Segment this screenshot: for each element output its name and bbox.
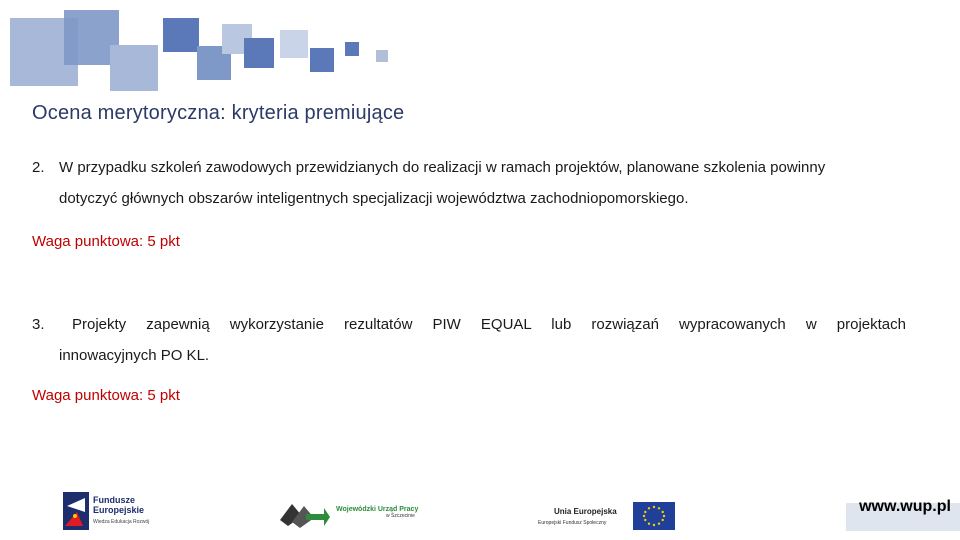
wup-logo-line1: Wojewódzki Urząd Pracy (336, 506, 419, 513)
square (345, 42, 359, 56)
eu-logo-line2: Europejski Fundusz Społeczny (538, 520, 607, 526)
criterion-text-line1: W przypadku szkoleń zawodowych przewidzianych do realizacji w ramach projektów, planowane szkolenia powinny (59, 159, 826, 176)
square (163, 18, 199, 52)
weight-label: Waga punktowa: 5 pkt (32, 233, 180, 250)
square (376, 50, 388, 62)
wup-logo (280, 492, 430, 532)
criterion-number: 2. (32, 159, 45, 176)
website-url[interactable]: www.wup.pl (859, 498, 951, 515)
criterion-item-continuation (59, 183, 689, 214)
eu-logo (538, 492, 678, 532)
wup-emblem-icon (280, 500, 330, 528)
criterion-item (32, 309, 906, 340)
eu-logo-line1: Unia Europejska (554, 507, 617, 516)
slide-title: Ocena merytoryczna: kryteria premiujące (32, 102, 405, 124)
fe-logo-line2: Europejskie (93, 505, 145, 515)
square (110, 45, 158, 91)
weight-label: Waga punktowa: 5 pkt (32, 387, 180, 404)
criterion-item-continuation (59, 340, 209, 371)
fe-emblem-icon (63, 492, 89, 530)
criterion-number: 3. (32, 316, 45, 333)
criterion-text-line2: innowacyjnych PO KL. (59, 347, 210, 364)
fe-logo-line1: Fundusze (93, 495, 135, 505)
square (280, 30, 308, 58)
fe-logo-line3: Wiedza Edukacja Rozwój (93, 519, 150, 525)
criterion-text-line2: dotyczyć głównych obszarów inteligentnych specjalizacji województwa zachodniopomorskiego. (59, 190, 689, 207)
square (310, 48, 334, 72)
eu-flag-icon (633, 502, 675, 530)
criterion-text-line1: Projekty zapewnią wykorzystanie rezultatów PIW EQUAL lub rozwiązań wypracowanych w projektach (72, 316, 906, 333)
square (244, 38, 274, 68)
fundusze-europejskie-logo (63, 492, 178, 532)
criterion-item (32, 152, 932, 183)
wup-logo-line2: w Szczecinie (386, 513, 415, 519)
